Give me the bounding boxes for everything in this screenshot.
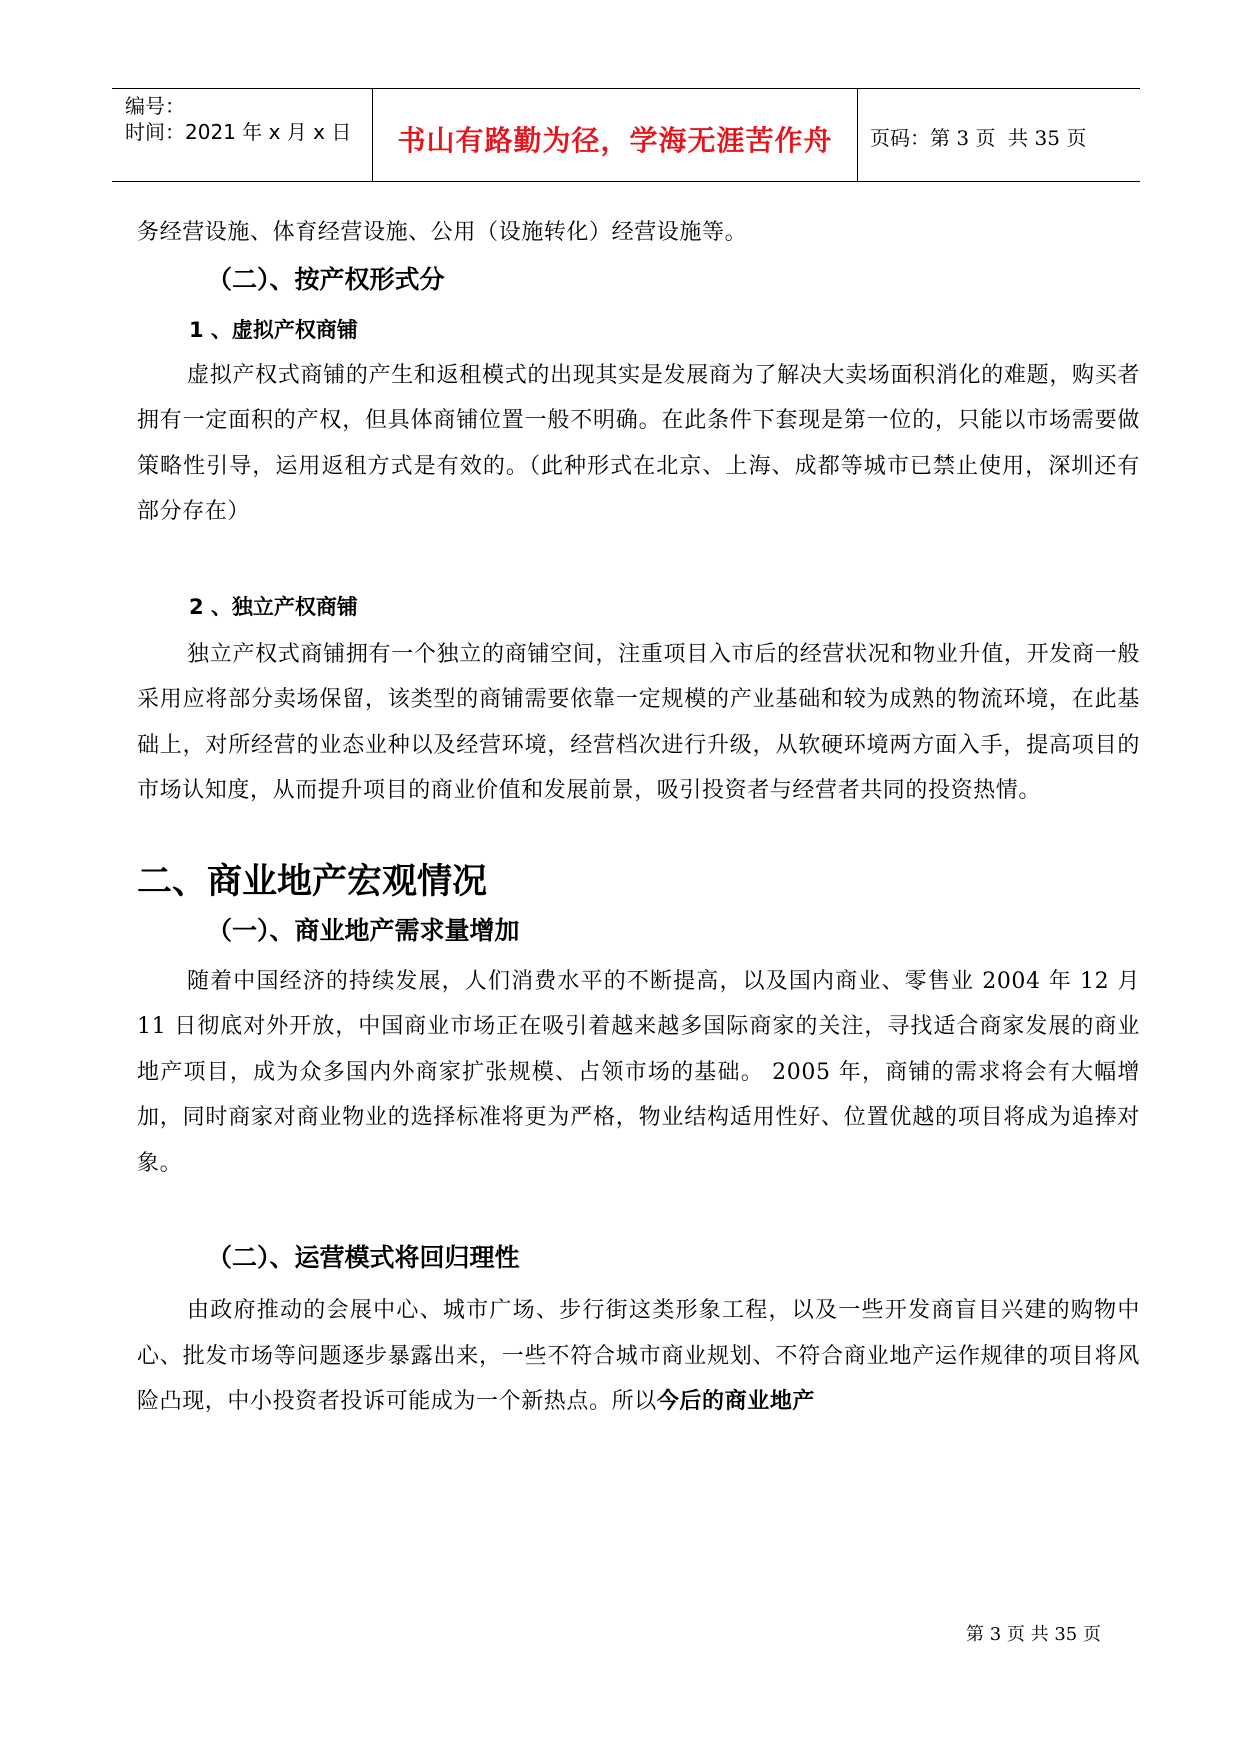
document-number-label: 编号： — [125, 94, 185, 118]
paragraph-operating-mode-text: 由政府推动的会展中心、城市广场、步行街这类形象工程，以及一些开发商盲目兴建的购物中心、批发市场等问题逐步暴露出来，一些不符合城市商业规划、不符合商业地产运作规律的项目将风险凸现，中小投资者投诉可能成为一个新热点。所以 — [137, 1298, 1140, 1414]
heading-macro-situation: 二、商业地产宏观情况 — [137, 861, 488, 902]
paragraph-virtual-property: 虚拟产权式商铺的产生和返租模式的出现其实是发展商为了解决大卖场面积消化的难题，购买者拥有一定面积的产权，但具体商铺位置一般不明确。在此条件下套现是第一位的，只能以市场需要做策略性引导，运用返租方式是有效的。（此种形式在北京、上海、成都等城市已禁止使用，深圳还有部分存在） — [137, 362, 1140, 524]
heading-property-form: （二）、按产权形式分 — [207, 264, 445, 294]
header-motto: 书山有路勤为径，学海无涯苦作舟 — [397, 124, 833, 157]
page-footer-number: 第 3 页 共 35 页 — [966, 1624, 1101, 1645]
header-page-cell — [858, 89, 1140, 181]
paragraph-operating-mode — [137, 1288, 1140, 1425]
heading-virtual-property: 1 、虚拟产权商铺 — [189, 317, 358, 342]
page-mid-text: 页 共 — [975, 126, 1029, 150]
paragraph-continued: 务经营设施、体育经营设施、公用（设施转化）经营设施等。 — [137, 220, 748, 245]
page-current-number: 3 — [956, 126, 970, 150]
document-body — [137, 210, 1140, 1425]
heading-demand-increase: （一）、商业地产需求量增加 — [207, 915, 520, 945]
page-header — [112, 88, 1140, 182]
paragraph-operating-mode-emphasis: 今后的商业地产 — [656, 1388, 816, 1414]
header-meta-cell — [112, 89, 372, 181]
heading-independent-property: 2 、独立产权商铺 — [189, 594, 358, 619]
paragraph-demand-increase: 随着中国经济的持续发展，人们消费水平的不断提高，以及国内商业、零售业 2004 年 12 月 11 日彻底对外开放，中国商业市场正在吸引着越来越多国际商家的关注，寻找适合商家发展的商业地产项目，成为众多国内外商家扩张规模、占领市场的基础。 2005 年，商铺的需求将会有大幅增加，同时商家对商业物业的选择标准将更为严格，物业结构适用性好、位置优越的项目将成为追捧对象。 — [137, 968, 1140, 1176]
header-page-info — [870, 122, 1086, 151]
document-date-label: 时间：2021 年 x 月 x 日 — [125, 120, 352, 144]
header-motto-cell — [372, 89, 858, 181]
page-prefix: 页码：第 — [870, 126, 950, 150]
page-total-number: 35 — [1034, 126, 1060, 150]
page-suffix: 页 — [1066, 126, 1087, 150]
paragraph-independent-property: 独立产权式商铺拥有一个独立的商铺空间，注重项目入市后的经营状况和物业升值，开发商一般采用应将部分卖场保留，该类型的商铺需要依靠一定规模的产业基础和较为成熟的物流环境，在此基础上，对所经营的业态业种以及经营环境，经营档次进行升级，从软硬环境两方面入手，提高项目的市场认知度，从而提升项目的商业价值和发展前景，吸引投资者与经营者共同的投资热情。 — [137, 641, 1140, 803]
heading-operating-mode: （二）、运营模式将回归理性 — [207, 1243, 520, 1272]
